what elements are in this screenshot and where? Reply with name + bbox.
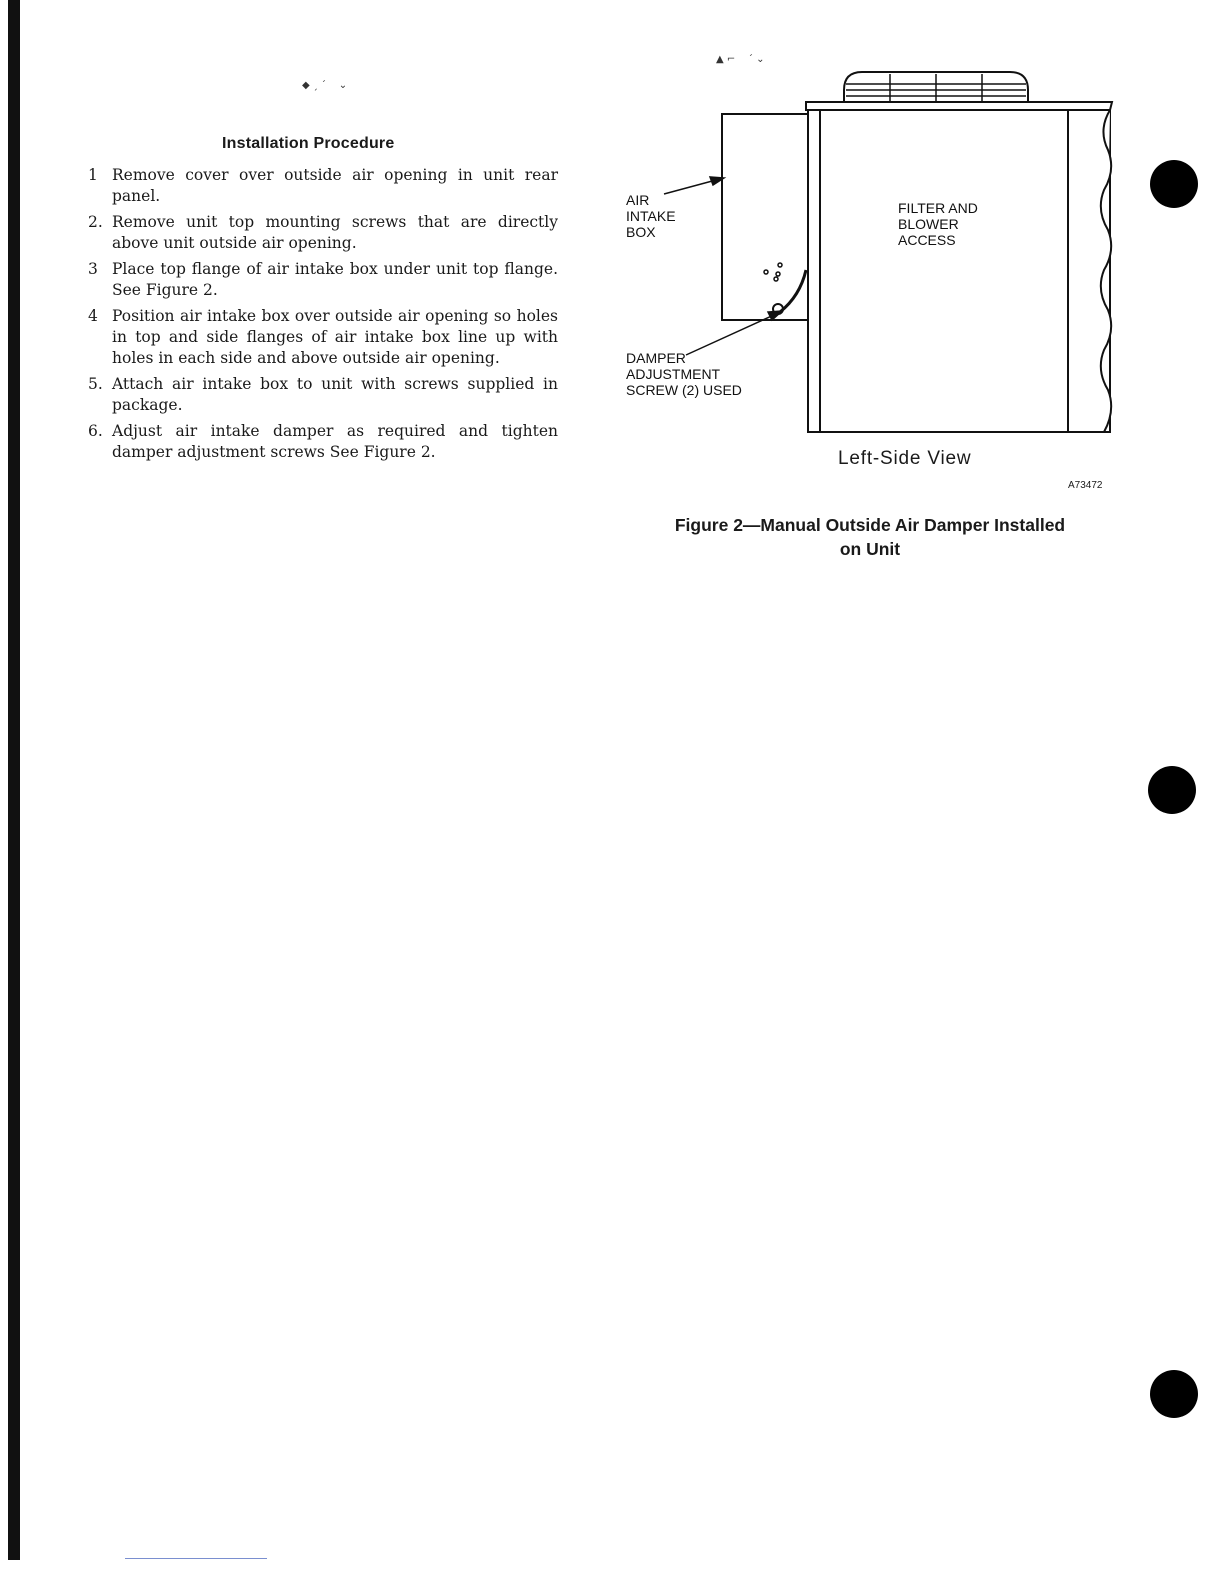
filter-blower-label: FILTER AND BLOWER ACCESS	[898, 200, 978, 248]
step-text: Remove cover over outside air opening in unit rear panel.	[112, 166, 558, 205]
scan-smudge: ▲ ⌐ ˊ ⌄	[716, 54, 765, 65]
step-number: 1	[88, 166, 98, 184]
view-caption: Left-Side View	[838, 448, 972, 469]
scan-smudge: ◆ ˏ ˊ ⌄	[302, 80, 348, 91]
procedure-title: Installation Procedure	[222, 135, 395, 152]
air-intake-box-label: AIR INTAKE BOX	[626, 192, 676, 240]
step-text: Adjust air intake damper as required and tighten damper adjustment screws See Figure 2.	[112, 422, 558, 461]
punch-hole-top	[1150, 160, 1198, 208]
step-number: 5.	[88, 375, 103, 393]
fan-grille-bars	[846, 74, 1026, 102]
step-text: Attach air intake box to unit with screws supplied in package.	[112, 375, 558, 414]
binding-bar	[8, 0, 20, 1560]
punch-hole-middle	[1148, 766, 1196, 814]
damper-screw-label: DAMPER ADJUSTMENT SCREW (2) USED	[626, 350, 742, 398]
unit-body	[808, 110, 1110, 432]
damper-curve	[780, 270, 806, 312]
procedure-steps	[84, 165, 558, 468]
step-item	[84, 212, 558, 254]
unit-top-flange	[806, 102, 1112, 110]
step-text: Place top flange of air intake box under unit top flange. See Figure 2.	[112, 260, 558, 299]
step-item	[84, 306, 558, 369]
step-text: Position air intake box over outside air opening so holes in top and side flanges of air intake box line up with holes in each side and above outside air opening.	[112, 307, 558, 367]
step-number: 4	[88, 307, 98, 325]
underline-mark	[125, 1558, 267, 1559]
figure-code: A73472	[1068, 480, 1103, 491]
leader-damper	[686, 311, 782, 355]
figure-title: Figure 2—Manual Outside Air Damper Installed on Unit	[674, 515, 1066, 559]
step-item	[84, 165, 558, 207]
figure-2	[600, 50, 1120, 520]
step-number: 3	[88, 260, 98, 278]
air-intake-box	[722, 114, 808, 320]
step-number: 2.	[88, 213, 103, 231]
unit-diagram	[600, 50, 1120, 470]
step-number: 6.	[88, 422, 103, 440]
punch-hole-bottom	[1150, 1370, 1198, 1418]
step-item	[84, 421, 558, 463]
step-item	[84, 259, 558, 301]
step-text: Remove unit top mounting screws that are directly above unit outside air opening.	[112, 213, 558, 252]
step-item	[84, 374, 558, 416]
